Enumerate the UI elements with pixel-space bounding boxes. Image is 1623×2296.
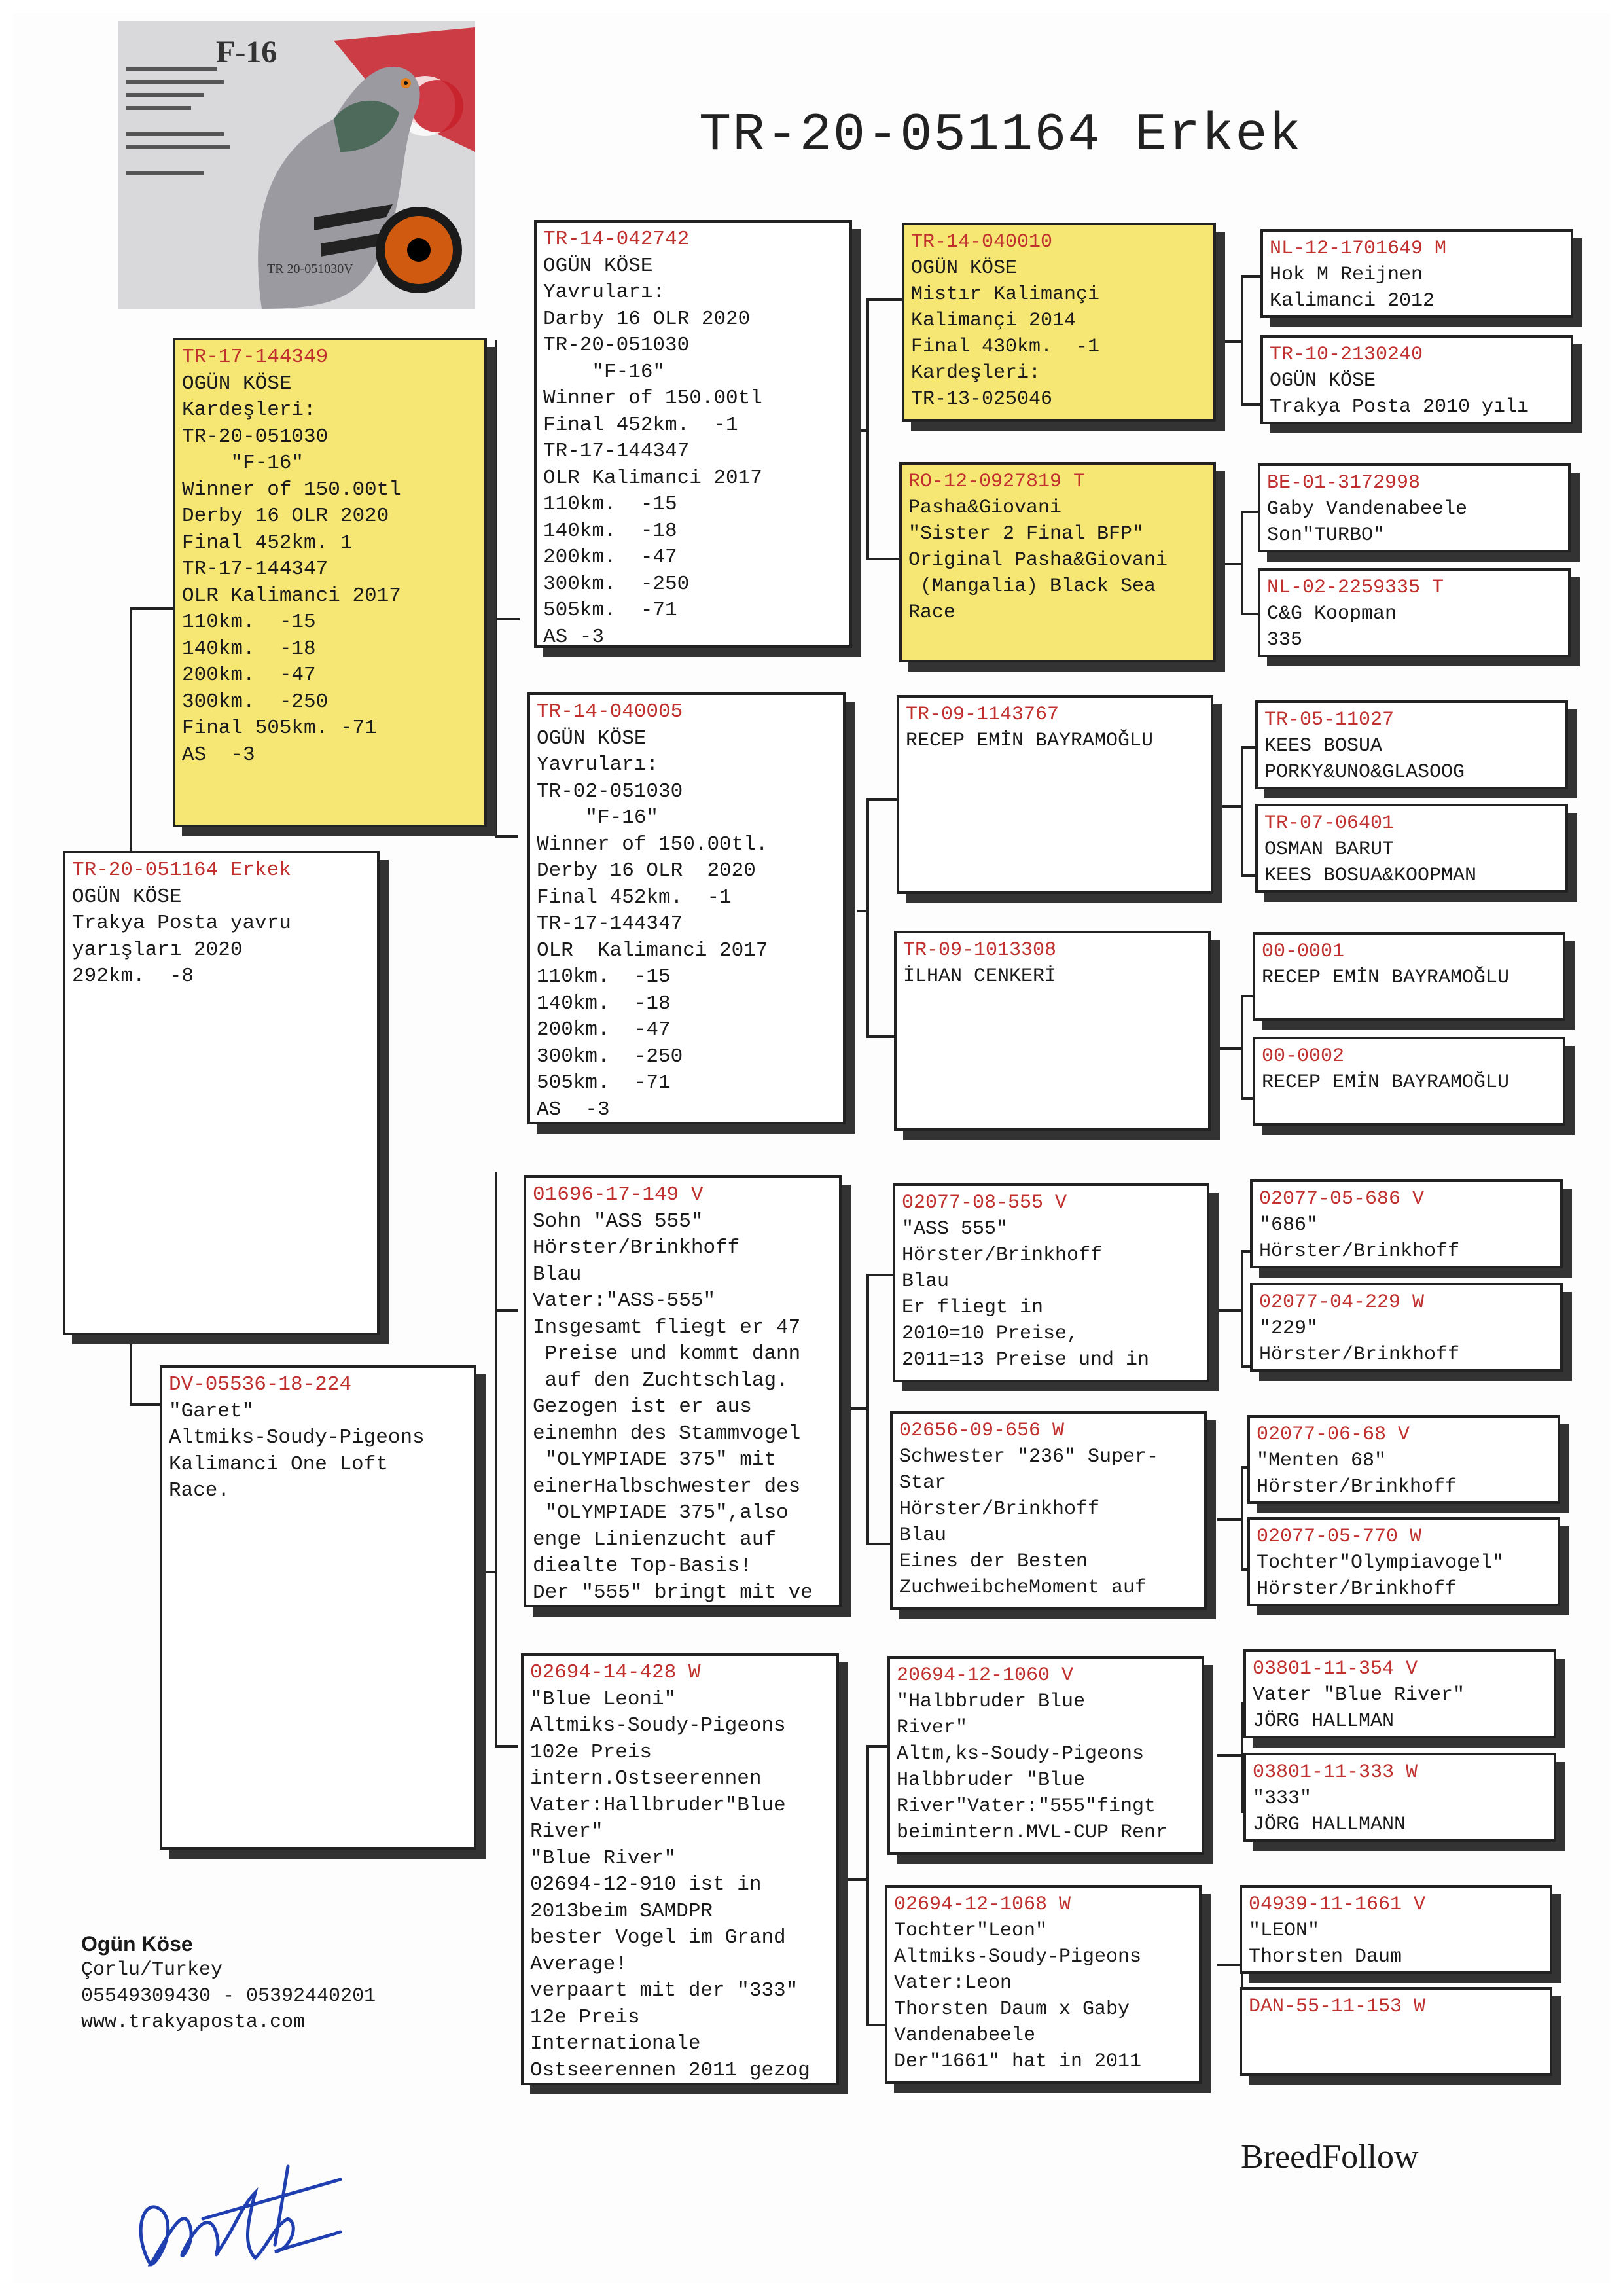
gen5-14-line: JÖRG HALLMANN: [1253, 1814, 1406, 1836]
gen3-3-ring-number: 01696-17-149 V: [533, 1183, 704, 1206]
gen3-2-line: 300km. -250: [537, 1045, 683, 1068]
gen5-12-ring-number: 02077-05-770 W: [1257, 1526, 1422, 1548]
gen3-1-line: Final 452km. -1: [543, 413, 738, 437]
gen4-7-line: beimintern.MVL-CUP Renr: [897, 1821, 1168, 1844]
gen3-3-line: Blau: [533, 1263, 582, 1286]
sire-card: [173, 338, 487, 827]
breedfollow-brand: BreedFollow: [1241, 2138, 1419, 2176]
sire-line: 140km. -18: [182, 637, 316, 660]
gen4-1-ring-number: TR-14-040010: [911, 231, 1053, 253]
gen3-4-line: 2013beim SAMDPR: [530, 1899, 713, 1923]
gen5-card-3: [1258, 463, 1571, 552]
gen3-1-ring-number: TR-14-042742: [543, 228, 690, 251]
subject-line: 292km. -8: [72, 965, 194, 988]
gen5-11-ring-number: 02077-06-68 V: [1257, 1424, 1410, 1446]
gen4-1-line: OGÜN KÖSE: [911, 257, 1018, 279]
gen4-6-line: Blau: [899, 1524, 947, 1547]
gen4-2-line: Original Pasha&Giovani: [908, 549, 1168, 571]
gen5-card-8: [1253, 1037, 1565, 1126]
gen4-4-line: İLHAN CENKERİ: [903, 965, 1057, 988]
gen5-2-line: Trakya Posta 2010 yılı: [1270, 396, 1529, 418]
sire-line: Kardeşleri:: [182, 399, 316, 422]
gen5-10-ring-number: 02077-04-229 W: [1259, 1291, 1425, 1314]
gen3-3-line: diealte Top-Basis!: [533, 1554, 752, 1577]
gen3-3-line: "OLYMPIADE 375" mit: [533, 1448, 777, 1471]
gen4-2-line: Pasha&Giovani: [908, 497, 1062, 519]
sire-ring-number: TR-17-144349: [182, 346, 329, 368]
dam-line: "Garet": [169, 1399, 255, 1423]
gen5-3-ring-number: BE-01-3172998: [1267, 472, 1421, 494]
gen5-card-7: [1253, 932, 1565, 1021]
breeder-name: Ogün Köse: [81, 1932, 193, 1956]
gen4-7-line: Altm,ks-Soudy-Pigeons: [897, 1743, 1145, 1765]
sire-line: Derby 16 OLR 2020: [182, 505, 389, 528]
gen5-7-line: RECEP EMİN BAYRAMOĞLU: [1262, 967, 1510, 989]
gen4-card-6: [890, 1411, 1207, 1610]
gen5-12-line: Tochter"Olympiavogel": [1257, 1552, 1505, 1574]
gen5-5-ring-number: TR-05-11027: [1264, 709, 1395, 731]
gen3-1-line: 300km. -250: [543, 572, 690, 596]
gen4-6-line: Schwester "236" Super-: [899, 1446, 1159, 1468]
gen5-8-ring-number: 00-0002: [1262, 1045, 1345, 1067]
gen3-1-line: AS -3: [543, 625, 605, 648]
gen5-5-line: KEES BOSUA: [1264, 735, 1383, 757]
gen4-8-line: Vater:Leon: [894, 1972, 1012, 1994]
gen4-card-3: [897, 695, 1213, 894]
gen3-1-line: Darby 16 OLR 2020: [543, 307, 751, 331]
gen3-2-line: "F-16": [537, 806, 659, 829]
gen5-3-line: Gaby Vandenabeele: [1267, 498, 1468, 520]
gen3-4-line: Vater:Hallbruder"Blue: [530, 1793, 786, 1817]
gen5-card-15: [1240, 1885, 1552, 1974]
handwritten-signature: [124, 2153, 360, 2284]
sire-line: Final 505km. -71: [182, 717, 377, 740]
gen5-10-line: Hörster/Brinkhoff: [1259, 1344, 1460, 1366]
gen3-card-4: [521, 1653, 839, 2085]
gen3-3-line: Hörster/Brinkhoff: [533, 1236, 740, 1259]
gen5-15-line: Thorsten Daum: [1249, 1946, 1402, 1968]
gen3-4-line: Ostseerennen 2011 gezog: [530, 2058, 810, 2082]
gen5-15-ring-number: 04939-11-1661 V: [1249, 1893, 1426, 1916]
gen4-5-line: 2011=13 Preise und in: [902, 1349, 1150, 1371]
gen5-14-ring-number: 03801-11-333 W: [1253, 1761, 1418, 1784]
gen4-6-ring-number: 02656-09-656 W: [899, 1420, 1065, 1442]
gen4-1-line: Final 430km. -1: [911, 336, 1100, 358]
gen5-13-line: Vater "Blue River": [1253, 1684, 1465, 1706]
gen4-5-line: Er fliegt in: [902, 1297, 1044, 1319]
gen5-card-14: [1243, 1753, 1556, 1842]
gen5-card-4: [1258, 568, 1571, 657]
sire-line: AS -3: [182, 743, 255, 766]
breeder-info: [81, 1931, 376, 2036]
gen3-3-line: "OLYMPIADE 375",also: [533, 1501, 789, 1524]
gen3-2-line: TR-17-144347: [537, 912, 683, 935]
gen4-8-line: Tochter"Leon": [894, 1920, 1048, 1942]
gen4-3-ring-number: TR-09-1143767: [906, 704, 1060, 726]
gen4-7-line: River"Vater:"555"fingt: [897, 1795, 1156, 1818]
dam-card: [160, 1365, 476, 1850]
gen5-6-line: KEES BOSUA&KOOPMAN: [1264, 865, 1477, 887]
gen3-4-line: 12e Preis: [530, 2005, 640, 2029]
gen3-2-ring-number: TR-14-040005: [537, 700, 683, 723]
gen3-4-line: Altmiks-Soudy-Pigeons: [530, 1714, 786, 1737]
logo-ring-number: TR 20-051030V: [267, 262, 353, 276]
sire-line: 200km. -47: [182, 664, 316, 687]
gen3-4-line: 02694-12-910 ist in: [530, 1873, 762, 1896]
gen4-8-line: Thorsten Daum x Gaby: [894, 1998, 1130, 2020]
gen5-card-5: [1255, 700, 1568, 789]
breeder-location: Çorlu/Turkey: [81, 1959, 223, 1981]
gen4-8-line: Vandenabeele: [894, 2024, 1036, 2047]
gen5-7-ring-number: 00-0001: [1262, 941, 1345, 963]
gen5-3-line: Son"TURBO": [1267, 524, 1385, 547]
gen4-1-line: Kardeşleri:: [911, 362, 1041, 384]
sire-line: TR-20-051030: [182, 425, 329, 448]
pigeon-logo-image: [118, 21, 475, 309]
gen4-7-line: "Halbbruder Blue: [897, 1691, 1086, 1713]
gen5-2-line: OGÜN KÖSE: [1270, 370, 1376, 392]
gen3-4-ring-number: 02694-14-428 W: [530, 1661, 701, 1684]
gen5-15-line: "LEON": [1249, 1920, 1320, 1942]
gen4-4-ring-number: TR-09-1013308: [903, 939, 1057, 961]
gen4-card-7: [887, 1656, 1204, 1855]
gen3-1-line: Yavruları:: [543, 281, 666, 304]
gen3-4-line: 102e Preis: [530, 1740, 652, 1764]
gen4-card-5: [893, 1183, 1209, 1382]
gen5-6-line: OSMAN BARUT: [1264, 838, 1395, 861]
gen3-4-line: Average!: [530, 1952, 628, 1976]
gen4-7-line: Halbbruder "Blue: [897, 1769, 1086, 1791]
gen3-3-line: Insgesamt fliegt er 47: [533, 1316, 801, 1339]
logo-label: F-16: [216, 35, 277, 69]
gen5-4-ring-number: NL-02-2259335 T: [1267, 577, 1444, 599]
gen3-1-line: OGÜN KÖSE: [543, 254, 653, 278]
dam-line: Altmiks-Soudy-Pigeons: [169, 1426, 425, 1449]
gen3-1-line: "F-16": [543, 360, 666, 384]
gen3-1-line: TR-20-051030: [543, 334, 690, 357]
gen3-3-line: Preise und kommt dann: [533, 1342, 801, 1365]
gen3-2-line: 200km. -47: [537, 1018, 671, 1041]
gen3-2-line: OLR Kalimanci 2017: [537, 939, 768, 962]
gen4-8-ring-number: 02694-12-1068 W: [894, 1893, 1071, 1916]
sire-line: Final 452km. 1: [182, 531, 353, 554]
gen5-4-line: C&G Koopman: [1267, 603, 1397, 625]
gen4-card-4: [894, 931, 1211, 1131]
gen3-3-line: enge Linienzucht auf: [533, 1528, 777, 1551]
gen3-2-line: 140km. -18: [537, 992, 671, 1015]
gen3-2-line: Yavruları:: [537, 753, 659, 776]
gen4-6-line: Eines der Besten: [899, 1551, 1088, 1573]
gen3-2-line: AS -3: [537, 1098, 610, 1121]
gen3-card-2: [527, 692, 846, 1124]
gen4-8-line: Der"1661" hat in 2011: [894, 2051, 1142, 2073]
gen3-3-line: einerHalbschwester des: [533, 1475, 801, 1498]
sire-line: "F-16": [182, 452, 304, 475]
subject-ring-number: TR-20-051164 Erkek: [72, 859, 291, 882]
gen3-card-3: [524, 1175, 842, 1607]
gen5-11-line: Hörster/Brinkhoff: [1257, 1476, 1457, 1498]
breeder-website[interactable]: www.trakyaposta.com: [81, 2011, 306, 2034]
gen4-2-line: "Sister 2 Final BFP": [908, 523, 1145, 545]
gen5-card-12: [1247, 1517, 1560, 1606]
gen5-4-line: 335: [1267, 629, 1303, 651]
gen4-6-line: Hörster/Brinkhoff: [899, 1498, 1100, 1520]
gen5-10-line: "229": [1259, 1318, 1319, 1340]
gen5-9-ring-number: 02077-05-686 V: [1259, 1188, 1425, 1210]
gen3-3-line: Sohn "ASS 555": [533, 1210, 704, 1233]
gen4-6-line: ZuchweibcheMoment auf: [899, 1577, 1147, 1599]
gen3-1-line: 200km. -47: [543, 546, 677, 569]
gen4-5-line: 2010=10 Preise,: [902, 1323, 1079, 1345]
gen5-8-line: RECEP EMİN BAYRAMOĞLU: [1262, 1071, 1510, 1094]
gen5-card-13: [1243, 1649, 1556, 1738]
gen4-3-line: RECEP EMİN BAYRAMOĞLU: [906, 730, 1154, 752]
gen5-1-line: Hok M Reijnen: [1270, 264, 1423, 286]
subject-line: yarışları 2020: [72, 938, 243, 961]
gen5-11-line: "Menten 68": [1257, 1450, 1387, 1472]
gen4-card-2: [899, 462, 1216, 662]
gen3-3-line: auf den Zuchtschlag.: [533, 1369, 789, 1392]
gen3-3-line: Der "555" bringt mit ve: [533, 1581, 813, 1604]
gen3-3-line: einemhn des Stammvogel: [533, 1422, 801, 1445]
gen3-4-line: verpaart mit der "333": [530, 1979, 798, 2002]
sire-line: OLR Kalimanci 2017: [182, 584, 401, 607]
sire-line: 110km. -15: [182, 611, 316, 634]
gen5-1-line: Kalimanci 2012: [1270, 290, 1435, 312]
gen5-13-line: JÖRG HALLMAN: [1253, 1710, 1395, 1732]
sire-line: Winner of 150.00tl: [182, 478, 401, 501]
gen3-4-line: "Blue Leoni": [530, 1687, 677, 1711]
gen4-2-line: Race: [908, 601, 956, 624]
gen3-2-line: Derby 16 OLR 2020: [537, 859, 756, 882]
gen3-2-line: Final 452km. -1: [537, 886, 732, 909]
gen5-2-ring-number: TR-10-2130240: [1270, 344, 1423, 366]
gen5-card-10: [1250, 1283, 1563, 1372]
dam-ring-number: DV-05536-18-224: [169, 1373, 352, 1396]
gen3-1-line: OLR Kalimanci 2017: [543, 466, 762, 490]
gen5-9-line: Hörster/Brinkhoff: [1259, 1240, 1460, 1263]
gen3-2-line: TR-02-051030: [537, 780, 683, 803]
page-title: TR-20-051164 Erkek: [699, 105, 1302, 166]
gen3-1-line: TR-17-144347: [543, 440, 690, 463]
gen4-7-ring-number: 20694-12-1060 V: [897, 1664, 1074, 1687]
gen4-8-line: Altmiks-Soudy-Pigeons: [894, 1946, 1142, 1968]
gen5-13-ring-number: 03801-11-354 V: [1253, 1658, 1418, 1680]
gen3-3-line: Vater:"ASS-555": [533, 1289, 716, 1312]
gen3-4-line: "Blue River": [530, 1846, 677, 1870]
gen4-2-line: (Mangalia) Black Sea: [908, 575, 1156, 598]
dam-line: Kalimanci One Loft: [169, 1452, 388, 1476]
gen4-card-8: [885, 1885, 1202, 2084]
gen3-2-line: 110km. -15: [537, 965, 671, 988]
gen3-1-line: 140km. -18: [543, 519, 677, 543]
dam-line: Race.: [169, 1479, 230, 1502]
gen4-5-line: Hörster/Brinkhoff: [902, 1244, 1103, 1266]
gen5-card-6: [1255, 804, 1568, 893]
gen3-card-1: [534, 220, 852, 648]
gen4-1-line: Mistır Kalimançi: [911, 283, 1100, 306]
sire-line: TR-17-144347: [182, 558, 329, 581]
gen5-16-ring-number: DAN-55-11-153 W: [1249, 1996, 1426, 2018]
gen5-card-9: [1250, 1179, 1563, 1268]
gen3-4-line: Internationale: [530, 2032, 701, 2055]
gen4-5-line: "ASS 555": [902, 1218, 1008, 1240]
subject-line: Trakya Posta yavru: [72, 912, 291, 935]
subject-card: [63, 851, 380, 1335]
gen5-6-ring-number: TR-07-06401: [1264, 812, 1395, 834]
gen5-card-1: [1260, 229, 1573, 318]
gen3-2-line: 505km. -71: [537, 1071, 671, 1094]
gen3-3-line: Gezogen ist er aus: [533, 1395, 752, 1418]
sire-line: 300km. -250: [182, 690, 329, 713]
gen5-card-16: [1240, 1987, 1552, 2076]
gen5-14-line: "333": [1253, 1787, 1312, 1810]
gen4-card-1: [902, 223, 1216, 422]
gen4-5-ring-number: 02077-08-555 V: [902, 1192, 1067, 1214]
gen3-2-line: OGÜN KÖSE: [537, 726, 647, 750]
gen3-1-line: 110km. -15: [543, 493, 677, 516]
gen4-6-line: Star: [899, 1472, 947, 1494]
gen3-2-line: Winner of 150.00tl.: [537, 833, 768, 856]
gen4-1-line: Kalimançi 2014: [911, 310, 1077, 332]
gen3-4-line: intern.Ostseerennen: [530, 1767, 762, 1790]
gen5-9-line: "686": [1259, 1214, 1319, 1236]
gen4-7-line: River": [897, 1717, 968, 1739]
gen3-1-line: Winner of 150.00tl: [543, 387, 762, 410]
gen4-1-line: TR-13-025046: [911, 388, 1053, 410]
sire-line: OGÜN KÖSE: [182, 372, 292, 395]
gen5-12-line: Hörster/Brinkhoff: [1257, 1578, 1457, 1600]
gen5-card-2: [1260, 335, 1573, 424]
gen3-4-line: River": [530, 1820, 603, 1843]
gen4-2-ring-number: RO-12-0927819 T: [908, 471, 1086, 493]
subject-line: OGÜN KÖSE: [72, 885, 182, 908]
gen3-1-line: 505km. -71: [543, 599, 677, 622]
gen5-5-line: PORKY&UNO&GLASOOG: [1264, 761, 1465, 783]
gen5-card-11: [1247, 1415, 1560, 1504]
gen5-1-ring-number: NL-12-1701649 M: [1270, 238, 1447, 260]
gen4-5-line: Blau: [902, 1270, 950, 1293]
gen3-4-line: bester Vogel im Grand: [530, 1926, 786, 1949]
breeder-phones: 05549309430 - 05392440201: [81, 1985, 376, 2007]
